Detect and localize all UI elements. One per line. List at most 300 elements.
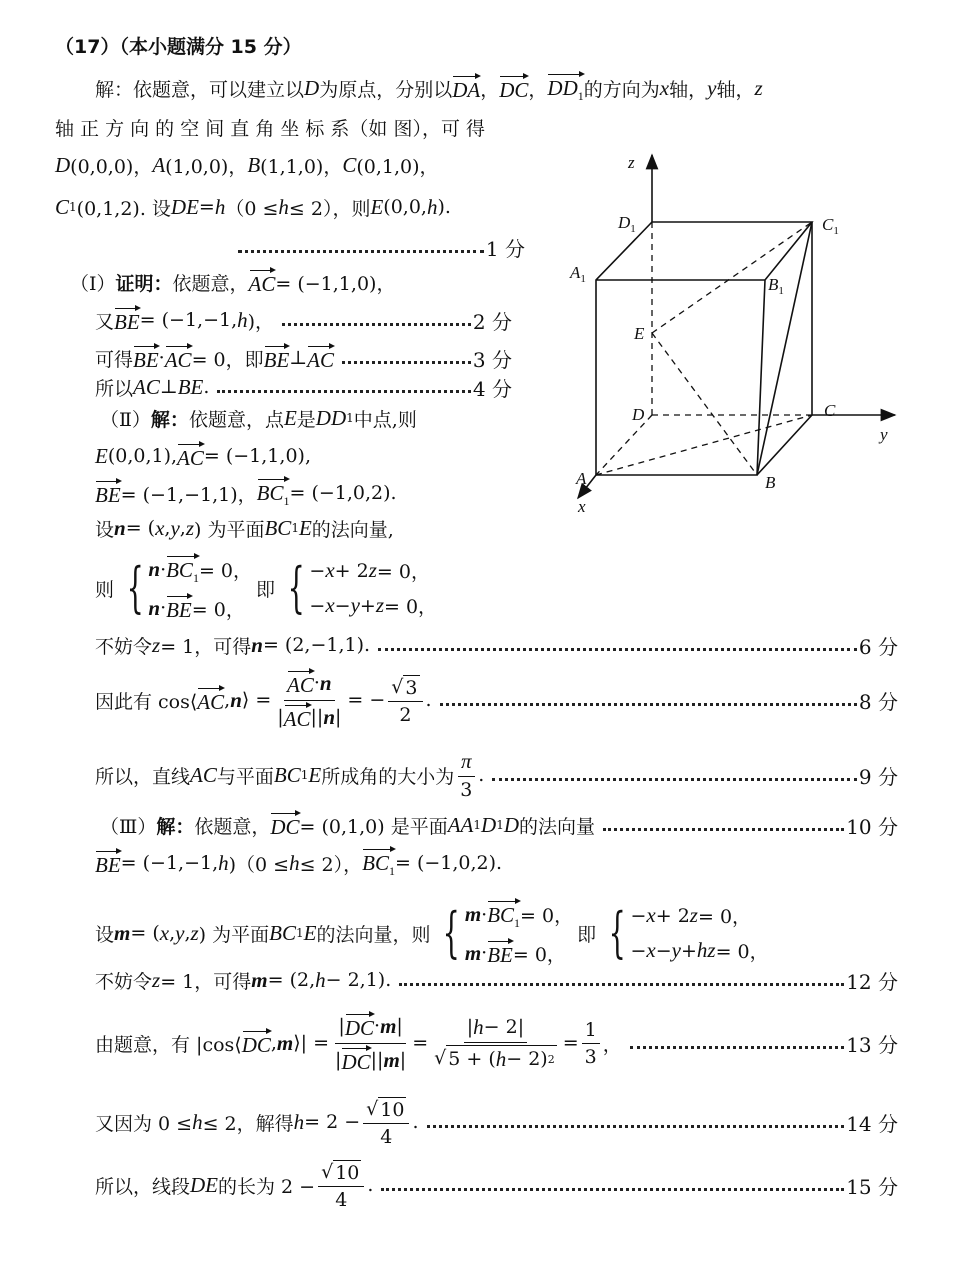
text-run: (0,0,1), (107, 445, 178, 467)
line-content (95, 72, 763, 104)
text-run: · (481, 903, 488, 926)
vector-name: AC (164, 347, 192, 372)
text-run: | (396, 1015, 403, 1037)
numerator (464, 1015, 527, 1043)
subscript: 1 (283, 494, 290, 508)
vector-symbol: m (276, 1030, 294, 1055)
solution-line (95, 478, 397, 508)
math-variable: E (283, 405, 297, 430)
dot-leader (630, 1046, 844, 1049)
vector-name: BE (487, 942, 513, 967)
vector-name: AC (283, 706, 311, 731)
text-run: ≤ 2），则 (288, 197, 371, 220)
text-run: 轴， (669, 78, 708, 101)
denominator (396, 702, 414, 726)
vector-symbol: n (323, 704, 335, 729)
text-run: = 0， (191, 598, 245, 621)
vector-name: AC (197, 689, 225, 714)
vector-name: BE (133, 347, 159, 372)
vector-symbol: n (148, 557, 161, 581)
solution-line (55, 30, 302, 60)
vector-arrow (284, 703, 311, 732)
text-run: = (−1,−1,1)， (120, 483, 257, 506)
score-mark: 8 分 (858, 689, 898, 714)
subscript: 1 (346, 411, 354, 425)
solution-line (95, 670, 898, 731)
denominator (582, 1044, 600, 1068)
text-run: 3 (460, 779, 473, 801)
text-run: = (0,1,0) 是平面 (299, 815, 448, 838)
math-variable: y (170, 515, 180, 540)
line-content (95, 967, 391, 994)
vector-name: BE (95, 482, 121, 507)
text-run: 即 (577, 923, 597, 946)
math-variable: y (175, 920, 185, 945)
math-variable: x (325, 593, 335, 617)
radical-sign: √ (321, 1160, 334, 1183)
fraction (363, 1097, 409, 1148)
vector-arrow (341, 1046, 370, 1075)
subscript: 1 (69, 200, 77, 214)
vector-arrow (165, 344, 192, 373)
vector-arrow (166, 594, 192, 623)
vector-arrow (264, 344, 290, 373)
text-run: ). (437, 196, 451, 218)
text-run: − 2| (483, 1016, 525, 1038)
vector-arrow (487, 899, 520, 931)
radicand (378, 1097, 406, 1121)
text-run: 解：依题意，可以建立以 (95, 78, 305, 101)
subscript: 1 (192, 570, 199, 585)
equation-row (309, 557, 437, 584)
math-variable: DE (170, 194, 199, 219)
vector-name: AC (177, 445, 204, 470)
vector-arrow (452, 74, 480, 103)
denominator (332, 1044, 409, 1075)
vector-name: DC (344, 1015, 375, 1040)
text-run: (0,0, (383, 196, 427, 218)
line-content (55, 114, 485, 141)
text-run: · (313, 672, 320, 694)
text-run: , (169, 922, 176, 944)
radicand (403, 675, 419, 699)
math-variable: BC (264, 515, 292, 540)
text-run: = (−1,0,2). (289, 482, 397, 504)
vector-arrow (114, 306, 140, 335)
math-variable: x (646, 903, 656, 927)
square-root (434, 1045, 557, 1072)
math-variable: x (325, 558, 335, 582)
denominator (431, 1043, 560, 1072)
vector-name: AC (248, 271, 276, 296)
score-mark: 14 分 (846, 1111, 898, 1136)
square-root (321, 1160, 361, 1184)
text-run: = 0， (715, 941, 769, 963)
bold-text: （17）（本小题满分 15 分） (55, 35, 302, 58)
subscript: 1 (295, 926, 304, 940)
text-run: （Ⅱ） (100, 408, 151, 431)
vector-arrow (547, 72, 583, 104)
line-content (95, 344, 334, 373)
dot-leader (381, 1188, 844, 1191)
text-run: 又因为 0 ≤ (95, 1112, 193, 1135)
text-run: = 0，即 (191, 348, 264, 371)
math-variable: h (289, 850, 300, 875)
text-run: − (334, 594, 351, 617)
solution-line (95, 372, 512, 402)
fraction (457, 749, 475, 801)
vector-symbol: n (251, 632, 263, 657)
text-run: ⊥ (159, 376, 178, 398)
text-run: = (−1,1,0), (203, 445, 311, 467)
vertex-label-e: E (634, 324, 645, 343)
solution-line (95, 343, 512, 373)
numerator (363, 1097, 409, 1124)
vector-name: BC (256, 481, 284, 505)
text-run: 10 (380, 1098, 405, 1121)
text-run: 中点,则 (353, 408, 417, 431)
math-variable: DD (315, 405, 347, 430)
left-brace: { (608, 901, 626, 964)
text-run: · (160, 597, 167, 619)
text-run: 4 (335, 1188, 348, 1211)
solution-line (55, 192, 451, 222)
text-run: ⟩ = (241, 689, 272, 711)
math-variable: DE (190, 1172, 219, 1197)
text-run: (0,0,0)， (70, 155, 153, 178)
text-run: 的法向量，则 (316, 923, 431, 946)
text-run: = (−1,1,0)， (275, 272, 396, 295)
subscript: 1 (291, 521, 299, 535)
math-variable: z (190, 920, 199, 945)
text-run: ， (602, 1033, 622, 1056)
text-run: · (158, 347, 165, 369)
text-run: 不妨令 (95, 970, 153, 993)
denominator (377, 1124, 395, 1148)
text-run: . (367, 1174, 374, 1196)
text-run: . (478, 764, 485, 786)
left-brace: { (443, 901, 461, 964)
text-run: ≤ 2，解得 (202, 1112, 294, 1135)
text-run: = (−1,−1, (120, 852, 219, 874)
vector-arrow (362, 847, 395, 879)
text-run: = (562, 1032, 579, 1054)
equation-row (148, 594, 252, 623)
math-variable: π (460, 749, 472, 773)
text-run: · (374, 1015, 381, 1037)
solution-line (95, 1013, 898, 1074)
text-run: 所以，线段 (95, 1175, 191, 1198)
text-run: 是 (296, 408, 316, 431)
text-run: − 2) (506, 1048, 548, 1070)
text-run: − 2,1). (325, 969, 392, 991)
segment-eb (652, 333, 757, 475)
edge-bc (757, 415, 812, 475)
line-content (100, 405, 417, 432)
vector-symbol: m (464, 940, 482, 965)
dot-leader (440, 703, 857, 706)
text-run: 的长为 2 − (218, 1175, 316, 1198)
text-run: · (160, 558, 167, 581)
text-run: , (179, 517, 186, 539)
segment-bc1 (757, 222, 812, 475)
bold-text: 解： (156, 815, 195, 838)
solution-line (95, 848, 502, 878)
text-run: | (335, 1049, 342, 1071)
vector-name: DA (452, 77, 481, 102)
vector-name: DC (341, 1049, 371, 1074)
vector-name: BC (487, 902, 515, 927)
vector-arrow (166, 554, 199, 586)
line-content (95, 847, 502, 879)
solution-line (95, 513, 394, 543)
solution-line (95, 1097, 898, 1148)
vector-arrow (345, 1012, 374, 1041)
math-variable: h (315, 967, 326, 992)
left-brace: { (287, 556, 305, 619)
math-variable: C (342, 152, 357, 177)
score-mark: 4 分 (472, 376, 512, 401)
text-run: − (655, 939, 672, 962)
text-run: = (2, (267, 969, 316, 991)
math-variable: h (473, 1014, 484, 1039)
dot-leader (492, 778, 857, 781)
text-run: ≤ 2）， (299, 853, 363, 876)
vector-arrow (95, 849, 121, 878)
vector-name: AC (307, 347, 334, 372)
text-run: = (2,−1,1). (262, 634, 371, 656)
text-run: 轴， (716, 78, 755, 101)
vertex-label-c: C (824, 401, 836, 420)
subscript: 1 (514, 915, 521, 930)
math-variable: BC (269, 920, 296, 945)
math-variable: E (370, 194, 384, 219)
line-content (95, 306, 274, 335)
vertex-label-a1: $A_1$ (570, 263, 586, 285)
line-content (95, 632, 370, 659)
radical-sign: √ (366, 1097, 379, 1120)
text-run: 3 (584, 1045, 597, 1068)
text-run: = 0， (512, 943, 566, 966)
vector-symbol: n (319, 670, 332, 695)
text-run: = (−1,−1, (139, 309, 238, 331)
text-run: · (481, 942, 488, 964)
radical-sign: √ (391, 675, 404, 698)
text-run: ⟩| = (293, 1032, 330, 1054)
math-variable: h (237, 307, 248, 332)
segment-ac (596, 415, 812, 475)
text-run: || (310, 706, 324, 728)
text-run: （Ⅰ） (70, 272, 116, 295)
subscript: 1 (389, 864, 395, 878)
vertex-label-z: z (628, 153, 635, 172)
radicand (446, 1045, 556, 1072)
math-variable: z (368, 558, 377, 582)
math-variable: BE (177, 374, 204, 399)
text-run: = (412, 1032, 429, 1054)
text-run: ， (480, 78, 500, 101)
vertex-label-d: D (632, 405, 645, 424)
vector-symbol: m (383, 1047, 400, 1072)
text-run: − (630, 939, 647, 962)
fraction (388, 675, 422, 726)
text-run: | (466, 1016, 474, 1038)
line-content (95, 374, 209, 401)
math-variable: x (159, 920, 170, 945)
text-run: . (203, 376, 210, 398)
text-run: 2 (399, 703, 412, 726)
math-variable: E (298, 515, 312, 540)
math-variable: z (689, 903, 698, 927)
fraction (274, 669, 344, 732)
text-run: = ( (130, 922, 160, 944)
bold-text: 解： (150, 408, 189, 431)
vector-arrow (270, 811, 299, 840)
equation-row (148, 554, 252, 586)
cube-solid-edges (596, 222, 812, 475)
solution-line (55, 150, 439, 180)
subscript: 1 (496, 818, 504, 832)
math-variable: hz (696, 938, 716, 962)
math-variable: y (671, 938, 681, 962)
text-run: 即 (256, 578, 276, 601)
dot-leader (342, 361, 471, 364)
text-run: 依题意， (194, 815, 271, 838)
text-run: . (425, 689, 432, 711)
vector-name: BE (263, 347, 290, 372)
equation-row (465, 899, 573, 931)
math-variable: z (375, 593, 384, 617)
solution-line (95, 901, 773, 967)
vector-symbol: m (380, 1013, 397, 1038)
math-variable: z (152, 632, 161, 657)
line-content (95, 749, 484, 801)
vector-arrow (177, 442, 204, 471)
denominator (457, 777, 475, 801)
text-run: | (399, 1049, 407, 1071)
math-variable: AA (447, 812, 474, 837)
text-run: ) 为平面 (194, 518, 265, 541)
text-run: 由题意，有 |cos⟨ (95, 1033, 242, 1056)
text-run: | (277, 706, 284, 728)
equation-rows (148, 554, 252, 623)
equation-rows (309, 557, 437, 619)
fraction (332, 1012, 409, 1075)
fraction (431, 1015, 560, 1072)
dot-leader (399, 983, 844, 986)
numerator (388, 675, 422, 702)
math-variable: D (304, 75, 320, 100)
text-run: = 1，可得 (160, 635, 252, 658)
vector-name: DC (270, 814, 300, 839)
numerator (582, 1019, 600, 1044)
text-run: 则 (95, 578, 115, 601)
vertex-label-a: A (576, 469, 587, 488)
solution-line (95, 441, 311, 471)
equation-row (465, 939, 573, 968)
vector-arrow (487, 939, 513, 968)
text-run: 依题意，点 (188, 408, 284, 431)
line-content (95, 1160, 373, 1211)
line-content (70, 268, 395, 297)
vector-symbol: m (251, 967, 268, 992)
vector-name: DC (241, 1032, 271, 1057)
equation-system (600, 902, 769, 964)
bold-text: 证明： (115, 272, 173, 295)
text-run: 4 (380, 1125, 393, 1148)
math-variable: z (152, 967, 161, 992)
text-run: 所成角的大小为 (321, 765, 455, 788)
text-run: 设 (95, 518, 115, 541)
line-content (55, 194, 451, 221)
math-variable: B (247, 152, 261, 177)
text-run: 因此有 cos⟨ (95, 690, 198, 713)
text-run: = ( (125, 517, 156, 539)
math-variable: D (481, 812, 497, 837)
text-run: + (680, 939, 697, 962)
math-variable: y (707, 75, 717, 100)
vertex-label-b: B (765, 473, 776, 492)
subscript: 1 (473, 818, 482, 832)
subscript: 1 (300, 768, 309, 782)
math-variable: BC (273, 762, 301, 787)
line-content (55, 32, 302, 59)
text-run: , (270, 1032, 277, 1054)
vector-arrow (257, 477, 290, 509)
numerator (458, 749, 475, 777)
vector-name: DD (547, 76, 578, 100)
vector-name: DC (499, 77, 529, 102)
text-run: (1,1,0)， (260, 155, 343, 178)
math-variable: z (754, 75, 763, 100)
subscript: 1 (577, 89, 584, 103)
solution-line (95, 556, 441, 622)
text-run: 的方向为 (583, 78, 660, 101)
score-mark: 1 分 (485, 236, 525, 261)
math-variable: E (303, 920, 317, 945)
text-run: 可得 (95, 348, 134, 371)
text-run: = − (347, 689, 386, 711)
text-run: 所以 (95, 377, 134, 400)
line-content (100, 811, 595, 840)
text-run: = 2 − (304, 1111, 361, 1133)
segment-ec1 (652, 222, 812, 333)
text-run: = (198, 196, 215, 218)
solution-line (55, 112, 485, 142)
vector-arrow (133, 344, 159, 373)
fraction (582, 1019, 600, 1068)
text-run: ⊥ (289, 347, 308, 369)
numerator (318, 1160, 364, 1187)
vertex-label-d1: $D_1$ (618, 213, 636, 235)
text-run: 依题意， (172, 272, 249, 295)
text-run: 不妨令 (95, 635, 153, 658)
text-run: (0,1,0)， (356, 155, 439, 178)
vector-name: BE (166, 597, 192, 622)
solution-line (95, 630, 898, 660)
dot-leader (282, 323, 471, 326)
text-run: 设 (95, 923, 115, 946)
text-run: 轴 正 方 向 的 空 间 直 角 坐 标 系（如 图），可 得 (55, 117, 486, 140)
dot-leader (427, 1125, 845, 1128)
vector-arrow (307, 344, 334, 373)
score-mark: 3 分 (472, 347, 512, 372)
text-run: + (359, 594, 376, 617)
math-variable: h (293, 1109, 305, 1134)
text-run: = 0， (520, 905, 574, 927)
text-run: 的法向量 (519, 815, 596, 838)
text-run: = (−1,0,2). (395, 852, 503, 874)
